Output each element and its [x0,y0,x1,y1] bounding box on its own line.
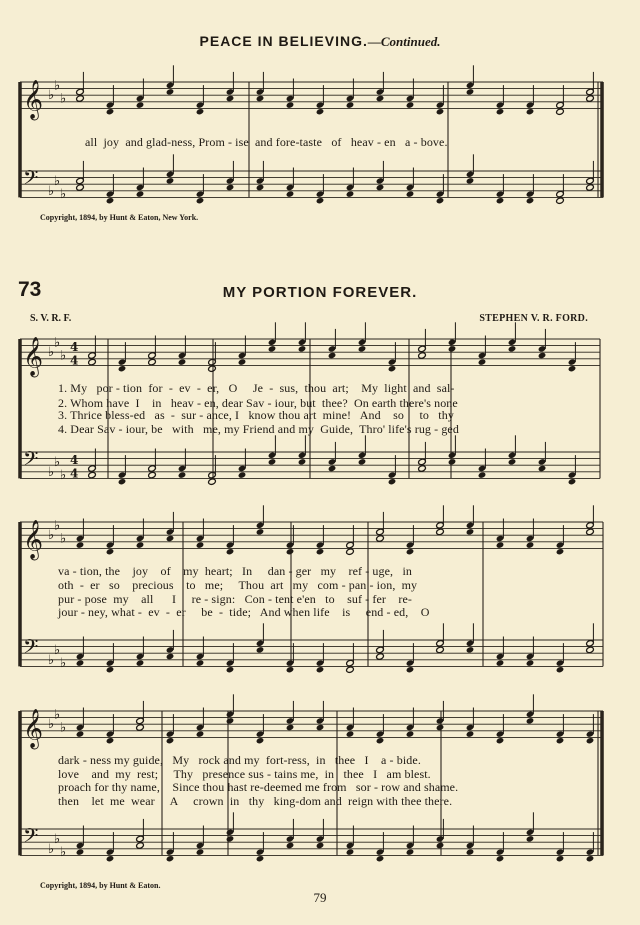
notehead [436,528,445,535]
notehead [556,737,565,744]
notehead [166,855,175,862]
flat-sign: ♭ [60,720,67,736]
notehead [298,458,307,465]
notehead [346,548,355,555]
notehead [148,471,157,478]
notehead [88,471,97,478]
verse-line-s1-v4: 4. Dear Sav - iour, be with me, my Friend and my Guide, Thro' life's rug - ged [58,422,459,436]
notehead [586,855,595,862]
notehead [76,730,85,737]
treble-clef-icon: 𝄞 [23,519,44,560]
notehead [556,108,565,115]
treble-clef-icon: 𝄞 [23,79,44,120]
notehead [226,95,235,102]
notehead [478,471,487,478]
notehead [226,548,235,555]
notehead [496,737,505,744]
notehead [466,528,475,535]
notehead [466,848,475,855]
flat-sign: ♭ [48,464,55,480]
notehead [226,835,235,842]
notehead [436,724,445,731]
notehead [256,737,265,744]
notehead [388,478,397,485]
notehead [118,365,127,372]
flat-sign: ♭ [48,652,55,668]
notehead [376,653,385,660]
notehead [166,535,175,542]
notehead [526,541,535,548]
notehead [538,465,547,472]
notehead [136,101,145,108]
verse-line-s3-v3: proach for thy name, Since thou hast re-deemed me from sor - row and shame. [58,780,459,794]
treble-clef-icon: 𝄞 [23,708,44,749]
notehead [286,724,295,731]
notehead [418,352,427,359]
notehead [286,842,295,849]
notehead [76,184,85,191]
notehead [406,548,415,555]
notehead [586,646,595,653]
notehead [526,717,535,724]
notehead [328,352,337,359]
notehead [556,548,565,555]
notehead [136,842,145,849]
notehead [526,659,535,666]
bass-clef-icon: 𝄢 [23,635,39,664]
notehead [358,458,367,465]
flat-sign: ♭ [54,173,61,189]
notehead [208,478,217,485]
notehead [196,197,205,204]
notehead [556,855,565,862]
continued-label: —Continued. [367,34,441,49]
notehead [316,197,325,204]
flat-sign: ♭ [60,656,67,672]
notehead [448,458,457,465]
page-number: 79 [313,890,327,905]
verse-line-s1-v1: 1. My por - tion for - ev - er, O Je - sus, thou art; My light and sal- [58,381,455,395]
notehead [256,184,265,191]
composer: STEPHEN V. R. FORD. [479,313,588,324]
notehead [106,737,115,744]
notehead [466,646,475,653]
notehead [406,848,415,855]
notehead [238,358,247,365]
notehead [286,190,295,197]
notehead [376,95,385,102]
previous-hymn-lyric: all joy and glad-ness, Prom - ise and fore-taste of heav - en a - bove. [85,135,448,149]
notehead [316,548,325,555]
flat-sign: ♭ [54,831,61,847]
notehead [166,653,175,660]
notehead [436,842,445,849]
notehead [376,737,385,744]
flat-sign: ♭ [54,454,61,470]
notehead [166,737,175,744]
flat-sign: ♭ [60,468,67,484]
notehead [508,345,517,352]
notehead [496,541,505,548]
notehead [346,848,355,855]
verse-line-s1-v3: 3. Thrice bless-ed as - sur - ance, I know thou art mine! And so to thy [58,408,454,422]
flat-sign: ♭ [54,78,61,94]
flat-sign: ♭ [60,348,67,364]
notehead [418,465,427,472]
tune-credit: S. V. R. F. [30,313,72,324]
notehead [196,541,205,548]
notehead [466,177,475,184]
notehead [286,666,295,673]
notehead [166,177,175,184]
bass-clef-icon: 𝄢 [23,824,39,853]
notehead [556,197,565,204]
notehead [268,345,277,352]
notehead [238,471,247,478]
notehead [466,88,475,95]
notehead [436,646,445,653]
notehead [376,535,385,542]
notehead [346,730,355,737]
notehead [508,458,517,465]
notehead [556,666,565,673]
notehead [286,548,295,555]
notehead [76,541,85,548]
notehead [196,848,205,855]
notehead [148,358,157,365]
notehead [106,548,115,555]
flat-sign: ♭ [60,845,67,861]
verse-line-s1-v2: 2. Whom have I in heav - en, dear Sav - iour, but thee? On earth there's none [58,396,458,410]
notehead [316,724,325,731]
notehead [76,848,85,855]
verse-line-s2-v2: oth - er so precious to me; Thou art my com - pan - ion, my [58,578,418,592]
treble-clef-icon: 𝄞 [23,336,44,377]
notehead [406,101,415,108]
notehead [526,108,535,115]
notehead [568,365,577,372]
notehead [586,184,595,191]
notehead [136,541,145,548]
verse-line-s2-v4: jour - ney, what - ev - er be - tide; And when life is end - ed, O [58,605,430,619]
notehead [526,197,535,204]
notehead [586,528,595,535]
notehead [568,478,577,485]
flat-sign: ♭ [48,88,55,104]
previous-hymn-copyright: Copyright, 1894, by Hunt & Eaton, New York. [40,213,199,222]
hymn-title: MY PORTION FOREVER. [222,284,418,301]
notehead [88,358,97,365]
notehead [226,666,235,673]
notehead [256,528,265,535]
flat-sign: ♭ [48,345,55,361]
notehead [586,737,595,744]
notehead [298,345,307,352]
notehead [436,108,445,115]
time-signature-bottom: 4 [70,353,79,368]
notehead [526,835,535,842]
verse-line-s3-v4: then let me wear A crown in thy king-dom and reign with thee there. [58,794,453,808]
flat-sign: ♭ [48,841,55,857]
notehead [328,465,337,472]
flat-sign: ♭ [60,187,67,203]
notehead [226,717,235,724]
notehead [256,646,265,653]
hymn-number: 73 [18,278,42,301]
notehead [358,345,367,352]
notehead [388,365,397,372]
bass-clef-icon: 𝄢 [23,447,39,476]
notehead [106,108,115,115]
previous-hymn-title [0,33,640,50]
notehead [406,190,415,197]
verse-line-s2-v1: va - tion, the joy of my heart; In dan - ger my ref - uge, in [58,564,412,578]
flat-sign: ♭ [48,528,55,544]
verse-line-s3-v1: dark - ness my guide, My rock and my fort-ress, in thee I a - bide. [58,753,421,767]
flat-sign: ♭ [48,717,55,733]
notehead [106,855,115,862]
notehead [268,458,277,465]
notehead [496,197,505,204]
notehead [166,88,175,95]
notehead [346,101,355,108]
flat-sign: ♭ [48,183,55,199]
notehead [538,352,547,359]
notehead [316,108,325,115]
notehead [196,659,205,666]
notehead [478,358,487,365]
notehead [586,95,595,102]
notehead [136,190,145,197]
flat-sign: ♭ [54,707,61,723]
notehead [106,197,115,204]
notehead [376,855,385,862]
notehead [496,855,505,862]
time-signature-bottom: 4 [70,466,79,481]
verse-line-s2-v3: pur - pose my all I re - sign: Con - tent e'en to suf - fer re- [58,592,413,606]
notehead [448,345,457,352]
notehead [496,659,505,666]
notehead [196,108,205,115]
flat-sign: ♭ [54,335,61,351]
notehead [76,95,85,102]
notehead [178,358,187,365]
notehead [316,666,325,673]
notehead [316,842,325,849]
notehead [118,478,127,485]
notehead [346,666,355,673]
bass-clef-icon: 𝄢 [23,166,39,195]
flat-sign: ♭ [54,642,61,658]
notehead [136,659,145,666]
notehead [106,666,115,673]
notehead [136,724,145,731]
flat-sign: ♭ [54,518,61,534]
notehead [376,184,385,191]
notehead [286,101,295,108]
time-signature-top: 4 [70,453,79,468]
notehead [496,108,505,115]
time-signature-top: 4 [70,340,79,355]
notehead [208,365,217,372]
notehead [346,190,355,197]
notehead [178,471,187,478]
notehead [436,197,445,204]
notehead [256,855,265,862]
notehead [406,666,415,673]
notehead [196,730,205,737]
notehead [466,730,475,737]
notehead [406,730,415,737]
notehead [76,659,85,666]
flat-sign: ♭ [60,91,67,107]
notehead [226,184,235,191]
notehead [256,95,265,102]
flat-sign: ♭ [60,531,67,547]
previous-hymn-title-text: PEACE IN BELIEVING. [199,33,368,49]
hymn-copyright: Copyright, 1894, by Hunt & Eaton. [40,881,161,890]
verse-line-s3-v2: love and my rest; Thy presence sus - tains me, in thee I am blest. [58,767,431,781]
